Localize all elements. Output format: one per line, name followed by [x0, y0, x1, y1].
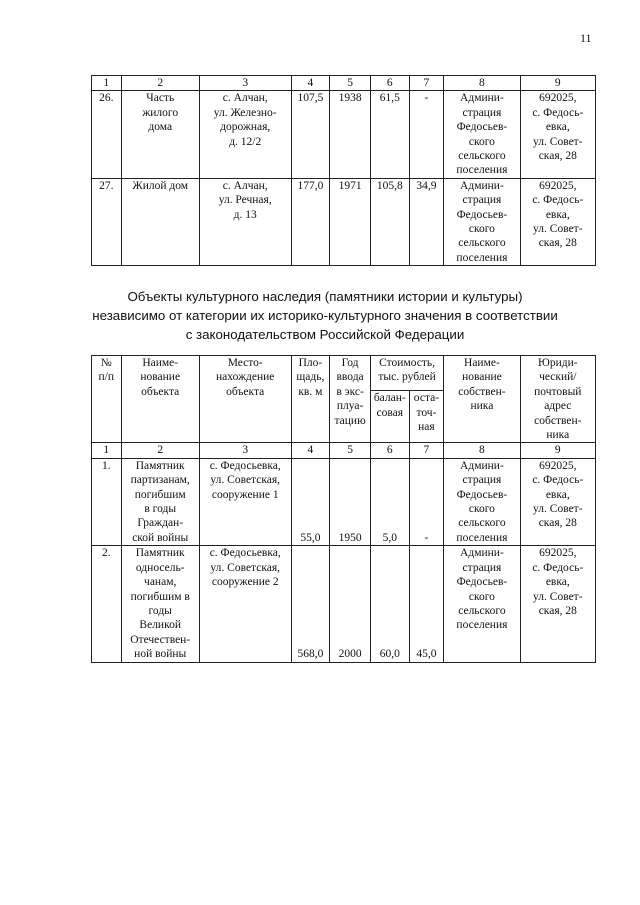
header-year	[330, 356, 371, 443]
col-number: 2	[121, 76, 199, 91]
residual-cost: 34,9	[409, 178, 444, 265]
section-heading	[60, 287, 590, 344]
column-number-row	[92, 76, 596, 91]
cell-line: ул. Совет-	[533, 223, 583, 236]
cell-line: ул. Советская,	[210, 561, 280, 574]
cell-line: Граждан-	[137, 517, 184, 530]
cell-line: ника	[470, 400, 494, 413]
cell-line: Памятник	[135, 547, 185, 560]
header-location	[199, 356, 291, 443]
owner-name	[444, 546, 520, 662]
cell-line: поселения	[456, 531, 508, 544]
col-number: 5	[330, 76, 371, 91]
cell-line: Админи-	[460, 547, 504, 560]
cell-line: погибшим в	[130, 590, 190, 603]
owner-address	[520, 178, 595, 265]
cell-line: собствен-	[534, 414, 582, 427]
cell-line: годы	[148, 604, 172, 617]
page-number: 11	[580, 31, 592, 45]
owner-name	[444, 178, 520, 265]
cell-line: с. Алчан,	[222, 92, 268, 105]
cell-line: тыс. рублей	[378, 371, 436, 384]
year-value: 2000	[330, 546, 371, 662]
balance-cost: 60,0	[370, 546, 409, 662]
cell-line: д. 13	[233, 208, 257, 221]
cell-line: сельского	[458, 150, 506, 163]
row-number: 1.	[92, 458, 122, 545]
header-cost	[370, 356, 443, 391]
cell-line: Отечествен-	[130, 633, 191, 646]
table-row	[92, 178, 596, 265]
row-number: 26.	[92, 91, 122, 178]
cell-line: в экс-	[336, 385, 364, 398]
cell-line: Место-	[227, 357, 263, 369]
cell-line: 692025,	[539, 179, 577, 192]
cell-line: с. Федось-	[532, 561, 584, 574]
cell-line: с. Алчан,	[222, 179, 268, 192]
col-number: 1	[92, 443, 122, 458]
cell-line: Часть	[146, 92, 175, 105]
col-number: 9	[520, 76, 595, 91]
cell-line: страция	[462, 194, 502, 207]
cell-line: собствен-	[458, 385, 506, 398]
cell-line: ул. Железно-	[213, 106, 277, 119]
cell-line: №	[100, 357, 112, 369]
cell-line: ул. Советская,	[210, 474, 280, 487]
cell-line: Федосьев-	[456, 208, 508, 221]
col-number: 4	[291, 443, 330, 458]
residual-cost: 45,0	[409, 546, 444, 662]
cell-line: ского	[468, 590, 495, 603]
col-number: 7	[409, 76, 444, 91]
table-row	[92, 458, 596, 545]
cell-line: нование	[140, 371, 181, 384]
cell-line: односель-	[135, 561, 185, 574]
header-owner	[444, 356, 520, 443]
cell-line: ской войны	[132, 531, 189, 544]
object-name	[121, 91, 199, 178]
cell-line: Наиме-	[142, 357, 179, 369]
table-row	[92, 91, 596, 178]
cell-line: сооружение 2	[211, 576, 279, 589]
column-number-row	[92, 443, 596, 458]
cell-line: тацию	[334, 414, 366, 427]
col-number: 6	[370, 76, 409, 91]
header-address	[520, 356, 595, 443]
cell-line: Стоимость,	[379, 357, 436, 369]
cell-line: кв. м	[298, 385, 323, 398]
cell-line: сооружение 1	[211, 488, 279, 501]
header-name	[121, 356, 199, 443]
col-number: 3	[199, 443, 291, 458]
cell-line: Великой	[139, 619, 181, 632]
cell-line: балан-	[373, 392, 406, 405]
cell-line: объекта	[226, 385, 265, 398]
area-value: 107,5	[291, 91, 330, 178]
cell-line: нахождение	[216, 371, 275, 384]
cell-line: евка,	[545, 121, 570, 134]
objects-table-continued	[91, 75, 596, 266]
object-location	[199, 178, 291, 265]
cell-line: Админи-	[460, 179, 504, 192]
cell-line: чанам,	[144, 576, 177, 589]
cell-line: ул. Совет-	[533, 590, 583, 603]
table-row	[92, 546, 596, 662]
cell-line: ная	[418, 421, 435, 434]
cultural-heritage-table	[91, 355, 596, 663]
cell-line: ул. Совет-	[533, 503, 583, 516]
heading-line: с законодательством Российской Федерации	[185, 327, 465, 342]
cell-line: с. Федось-	[532, 474, 584, 487]
cell-line: страция	[462, 106, 502, 119]
cell-line: страция	[462, 561, 502, 574]
cell-line: адрес	[544, 400, 572, 413]
cell-line: дорожная,	[220, 121, 271, 134]
cell-line: объекта	[141, 385, 180, 398]
cell-line: ной войны	[134, 648, 187, 661]
owner-address	[520, 458, 595, 545]
cell-line: почтовый	[534, 385, 582, 398]
cell-line: евка,	[545, 488, 570, 501]
cell-line: погибшим	[134, 488, 186, 501]
cell-line: в годы	[144, 503, 177, 516]
cell-line: Админи-	[460, 459, 504, 472]
object-name	[121, 458, 199, 545]
cell-line: Федосьев-	[456, 576, 508, 589]
cell-line: нование	[462, 371, 502, 384]
col-number: 8	[444, 76, 520, 91]
col-number: 4	[291, 76, 330, 91]
col-number: 7	[409, 443, 444, 458]
owner-name	[444, 458, 520, 545]
cell-line: сельского	[458, 604, 506, 617]
heading-line: Объекты культурного наследия (памятники истории и культуры)	[127, 289, 523, 304]
cell-line: щадь,	[296, 371, 325, 384]
cell-line: с. Федось-	[532, 194, 584, 207]
cell-line: ческий/	[539, 371, 577, 384]
balance-cost: 5,0	[370, 458, 409, 545]
cell-line: Год	[341, 357, 359, 369]
year-value: 1950	[330, 458, 371, 545]
cell-line: страция	[462, 474, 502, 487]
object-location	[199, 546, 291, 662]
col-number: 8	[444, 443, 520, 458]
residual-cost: -	[409, 458, 444, 545]
cell-line: ул. Совет-	[533, 135, 583, 148]
cell-line: ника	[546, 429, 570, 442]
cell-line: Наиме-	[464, 357, 500, 369]
cell-line: ская, 28	[538, 604, 577, 617]
cell-line: Жилой дом	[132, 179, 189, 192]
header-balance	[370, 391, 409, 443]
cell-line: 692025,	[539, 459, 577, 472]
cell-line: ского	[468, 135, 495, 148]
object-location	[199, 458, 291, 545]
owner-name	[444, 91, 520, 178]
cell-line: с. Федось-	[532, 106, 584, 119]
cell-line: п/п	[98, 371, 115, 384]
cell-line: д. 12/2	[229, 135, 262, 148]
object-location	[199, 91, 291, 178]
cell-line: Федосьев-	[456, 488, 508, 501]
header-num	[92, 356, 122, 443]
cell-line: поселения	[456, 164, 508, 177]
year-value: 1938	[330, 91, 371, 178]
cell-line: 692025,	[539, 92, 577, 105]
row-number: 27.	[92, 178, 122, 265]
cell-line: ская, 28	[538, 150, 577, 163]
cell-line: Федосьев-	[456, 121, 508, 134]
cell-line: ского	[468, 503, 495, 516]
header-row	[92, 356, 596, 391]
col-number: 9	[520, 443, 595, 458]
cell-line: 692025,	[539, 547, 577, 560]
cell-line: Админи-	[460, 92, 504, 105]
col-number: 2	[121, 443, 199, 458]
header-area	[291, 356, 330, 443]
cell-line: ул. Речная,	[218, 194, 272, 207]
cell-line: дома	[148, 121, 173, 134]
cell-line: поселения	[456, 619, 508, 632]
cell-line: евка,	[545, 208, 570, 221]
cell-line: точ-	[416, 406, 437, 419]
row-number: 2.	[92, 546, 122, 662]
col-number: 3	[199, 76, 291, 91]
area-value: 568,0	[291, 546, 330, 662]
cell-line: ского	[468, 223, 495, 236]
cell-line: с. Федосьевка,	[209, 547, 281, 560]
balance-cost: 61,5	[370, 91, 409, 178]
cell-line: Юриди-	[538, 357, 578, 369]
object-name	[121, 546, 199, 662]
col-number: 1	[92, 76, 122, 91]
cell-line: Памятник	[135, 459, 185, 472]
cell-line: совая	[376, 406, 404, 419]
header-residual	[409, 391, 444, 443]
cell-line: оста-	[413, 392, 440, 405]
col-number: 5	[330, 443, 371, 458]
owner-address	[520, 546, 595, 662]
balance-cost: 105,8	[370, 178, 409, 265]
cell-line: партизанам,	[130, 474, 190, 487]
cell-line: сельского	[458, 237, 506, 250]
cell-line: ская, 28	[538, 237, 577, 250]
cell-line: ввода	[336, 371, 364, 384]
heading-line: независимо от категории их историко-культурного значения в соответствии	[92, 308, 558, 323]
residual-cost: -	[409, 91, 444, 178]
cell-line: с. Федосьевка,	[209, 459, 281, 472]
cell-line: жилого	[142, 106, 179, 119]
owner-address	[520, 91, 595, 178]
cell-line: ская, 28	[538, 517, 577, 530]
year-value: 1971	[330, 178, 371, 265]
area-value: 177,0	[291, 178, 330, 265]
col-number: 6	[370, 443, 409, 458]
area-value: 55,0	[291, 458, 330, 545]
cell-line: евка,	[545, 576, 570, 589]
cell-line: Пло-	[298, 357, 323, 369]
cell-line: поселения	[456, 251, 508, 264]
object-name	[121, 178, 199, 265]
cell-line: сельского	[458, 517, 506, 530]
cell-line: плуа-	[336, 400, 364, 413]
